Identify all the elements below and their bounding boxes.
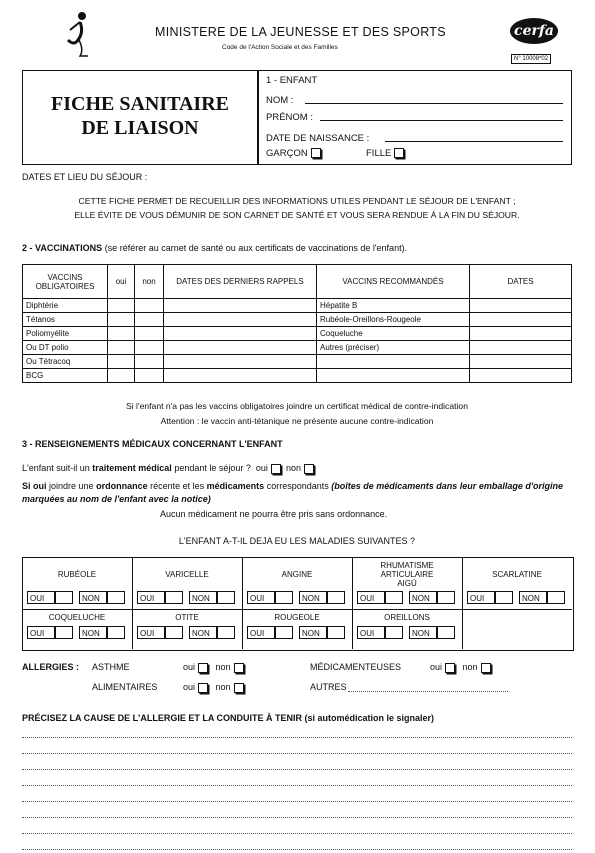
writing-line[interactable] — [22, 849, 572, 850]
vaccin-obligatoire: Diphtérie — [23, 299, 108, 313]
ordonnance-paragraph — [22, 480, 572, 506]
autres-field[interactable] — [348, 691, 508, 692]
garcon-checkbox[interactable] — [311, 148, 321, 158]
writing-line[interactable] — [22, 801, 572, 802]
asthme-non-checkbox[interactable] — [234, 663, 244, 673]
prenom-label: PRÉNOM : — [266, 112, 313, 123]
maladie-oui-box-label: OUI — [27, 591, 55, 604]
vaccin-footnote2: Attention : le vaccin anti-tétanique ne présente aucune contre-indication — [160, 416, 434, 426]
allergies-label: ALLERGIES : — [22, 662, 80, 672]
q1-part-c: pendant le séjour ? — [174, 463, 251, 473]
date-cell[interactable] — [470, 355, 572, 369]
th-obligatoires: VACCINS OBLIGATOIRES — [23, 265, 108, 299]
vaccin-recommande — [317, 369, 470, 383]
maladie-non-box[interactable] — [327, 626, 345, 639]
maladie-oui-box-label: OUI — [137, 591, 165, 604]
intro-line1: CETTE FICHE PERMET DE RECUEILLIR DES INFORMATIONS UTILES PENDANT LE SÉJOUR DE L'ENFANT ; — [78, 196, 516, 206]
maladie-label: VARICELLE — [165, 570, 209, 579]
sejour-label: DATES ET LIEU DU SÉJOUR : — [22, 172, 148, 182]
fille-label: FILLE — [366, 148, 392, 159]
alim-oui-label: oui — [183, 682, 196, 692]
maladie-oui-box[interactable] — [275, 626, 293, 639]
naissance-label: DATE DE NAISSANCE : — [266, 133, 370, 144]
vaccinations-note: (se référer au carnet de santé ou aux certificats de vaccinations de l'enfant). — [104, 243, 408, 253]
fille-checkbox[interactable] — [394, 148, 404, 158]
traitement-question — [22, 463, 314, 474]
ministry-title: MINISTERE DE LA JEUNESSE ET DES SPORTS — [155, 25, 446, 39]
maladie-oui-box-label: OUI — [467, 591, 495, 604]
date-cell[interactable] — [470, 327, 572, 341]
maladie-non-box[interactable] — [217, 626, 235, 639]
medicamenteuses-options — [430, 662, 491, 673]
prenom-field[interactable] — [320, 111, 563, 121]
oui-cell[interactable] — [108, 327, 135, 341]
code-text: Code de l'Action Sociale et des Familles — [222, 44, 338, 51]
maladie-non-box[interactable] — [437, 591, 455, 604]
asthme-oui-label: oui — [183, 662, 196, 672]
maladie-oui-box[interactable] — [165, 626, 183, 639]
oui-cell[interactable] — [108, 313, 135, 327]
date-cell[interactable] — [164, 313, 317, 327]
vaccin-obligatoire: Ou Tétracoq — [23, 355, 108, 369]
vaccin-footnote1: Si l'enfant n'a pas les vaccins obligatoires joindre un certificat médical de contre-indication — [126, 401, 468, 411]
aucun-medicament: Aucun médicament ne pourra être pris sans ordonnance. — [160, 509, 388, 519]
oui-cell[interactable] — [108, 369, 135, 383]
maladie-non-box[interactable] — [107, 591, 125, 604]
maladie-label: SCARLATINE — [492, 570, 542, 579]
p-medicaments: médicaments — [206, 481, 265, 491]
asthme-options — [183, 662, 244, 673]
medicamenteuses-non-checkbox[interactable] — [481, 663, 491, 673]
enfant-heading: 1 - ENFANT — [266, 75, 318, 86]
precisez-heading: PRÉCISEZ LA CAUSE DE L'ALLERGIE ET LA CONDUITE À TENIR (si automédication le signaler) — [22, 713, 435, 723]
alimentaires-oui-checkbox[interactable] — [198, 683, 208, 693]
p-si-oui: Si oui — [22, 481, 47, 491]
th-dates-rappels: DATES DES DERNIERS RAPPELS — [164, 265, 317, 299]
table-row — [23, 299, 572, 313]
medicamenteuses-label: MÉDICAMENTEUSES — [310, 662, 402, 672]
vaccin-recommande: Hépatite B — [317, 299, 470, 313]
garcon-label: GARÇON — [266, 148, 308, 159]
maladie-oui-box-label: OUI — [137, 626, 165, 639]
maladie-label: OREILLONS — [384, 613, 430, 622]
vaccinations-title: 2 - VACCINATIONS — [22, 243, 103, 253]
nom-label: NOM : — [266, 95, 294, 106]
form-title — [22, 92, 258, 140]
writing-line[interactable] — [22, 769, 572, 770]
maladie-label: RHUMATISME ARTICULAIRE AIGÜ — [380, 561, 434, 588]
ministry-logo — [60, 10, 96, 60]
table-row — [23, 313, 572, 327]
maladie-non-box[interactable] — [107, 626, 125, 639]
th-recommandes: VACCINS RECOMMANDÉS — [317, 265, 470, 299]
alim-non-label: non — [215, 682, 231, 692]
maladie-label: OTITE — [175, 613, 199, 622]
maladie-non-box-label: NON — [79, 626, 107, 639]
maladie-non-box-label: NON — [299, 591, 327, 604]
p-part-b: joindre une — [49, 481, 94, 491]
maladie-non-box[interactable] — [217, 591, 235, 604]
form-title-line2: DE LIAISON — [81, 117, 199, 139]
traitement-oui-checkbox[interactable] — [271, 464, 281, 474]
writing-line[interactable] — [22, 833, 572, 834]
cerfa-logo — [510, 18, 558, 44]
asthme-non-label: non — [215, 662, 231, 672]
maladie-oui-box[interactable] — [385, 591, 403, 604]
naissance-field[interactable] — [385, 132, 563, 142]
medic-oui-label: oui — [430, 662, 443, 672]
vaccin-obligatoire: Tétanos — [23, 313, 108, 327]
maladie-oui-box-label: OUI — [247, 626, 275, 639]
autres-label: AUTRES — [310, 682, 347, 692]
table-row — [23, 369, 572, 383]
date-cell[interactable] — [164, 327, 317, 341]
vaccin-obligatoire: BCG — [23, 369, 108, 383]
form-title-line1: FICHE SANITAIRE — [51, 93, 229, 115]
oui-cell[interactable] — [108, 355, 135, 369]
th-non: non — [135, 265, 164, 299]
p-part-g: (boîtes de médicaments dans leur — [331, 481, 477, 491]
maladie-oui-box[interactable] — [55, 591, 73, 604]
maladie-oui-box[interactable] — [385, 626, 403, 639]
asthme-oui-checkbox[interactable] — [198, 663, 208, 673]
intro-line2: ELLE ÉVITE DE VOUS DÉMUNIR DE SON CARNET DE SANTÉ ET VOUS SERA RENDUE À LA FIN DU SÉJOUR. — [74, 210, 520, 220]
q1-non-label: non — [285, 463, 301, 473]
vaccinations-table — [22, 264, 572, 383]
vaccin-recommande: Autres (préciser) — [317, 341, 470, 355]
oui-cell[interactable] — [108, 341, 135, 355]
medic-non-label: non — [462, 662, 478, 672]
p-part-f: correspondants — [266, 481, 329, 491]
maladies-question: L'ENFANT A-T-IL DEJA EU LES MALADIES SUIVANTES ? — [178, 536, 416, 546]
non-cell[interactable] — [135, 327, 164, 341]
maladie-label: ROUGEOLE — [274, 613, 320, 622]
alimentaires-non-checkbox[interactable] — [234, 683, 244, 693]
maladie-non-box[interactable] — [547, 591, 565, 604]
cerfa-text: cerfa — [514, 23, 554, 39]
writing-line[interactable] — [22, 737, 572, 738]
writing-line[interactable] — [22, 753, 572, 754]
date-cell[interactable] — [470, 299, 572, 313]
maladie-oui-box-label: OUI — [357, 626, 385, 639]
date-cell[interactable] — [164, 299, 317, 313]
maladie-non-box-label: NON — [79, 591, 107, 604]
th-dates: DATES — [470, 265, 572, 299]
vaccin-recommande — [317, 355, 470, 369]
vaccin-recommande: Coqueluche — [317, 327, 470, 341]
nom-field[interactable] — [305, 94, 563, 104]
writing-line[interactable] — [22, 817, 572, 818]
maladie-non-box-label: NON — [189, 626, 217, 639]
table-row — [23, 327, 572, 341]
vaccin-obligatoire: Ou DT polio — [23, 341, 108, 355]
alimentaires-options — [183, 682, 244, 693]
maladie-non-box-label: NON — [519, 591, 547, 604]
vaccin-recommande: Rubéole-Oreillons-Rougeole — [317, 313, 470, 327]
maladie-label: COQUELUCHE — [48, 613, 106, 622]
maladie-non-box[interactable] — [327, 591, 345, 604]
garcon-option[interactable] — [266, 148, 321, 159]
date-cell[interactable] — [164, 369, 317, 383]
vaccinations-heading — [22, 243, 407, 253]
date-cell[interactable] — [470, 369, 572, 383]
p-ordonnance: ordonnance — [96, 481, 148, 491]
maladie-oui-box-label: OUI — [27, 626, 55, 639]
date-cell[interactable] — [470, 313, 572, 327]
grid-divider — [22, 609, 572, 610]
p-part-d: récente et les — [150, 481, 205, 491]
date-cell[interactable] — [470, 341, 572, 355]
maladie-non-box-label: NON — [409, 591, 437, 604]
alimentaires-label: ALIMENTAIRES — [92, 682, 158, 692]
fille-option[interactable] — [366, 148, 404, 159]
traitement-non-checkbox[interactable] — [304, 464, 314, 474]
maladie-non-box-label: NON — [299, 626, 327, 639]
maladie-oui-box[interactable] — [495, 591, 513, 604]
asthme-label: ASTHME — [92, 662, 130, 672]
date-cell[interactable] — [164, 341, 317, 355]
non-cell[interactable] — [135, 313, 164, 327]
maladie-label: ANGINE — [281, 570, 313, 579]
q1-part-a: L'enfant suit-il un — [22, 463, 90, 473]
cerfa-number: N° 10008*02 — [511, 54, 551, 64]
non-cell[interactable] — [135, 341, 164, 355]
maladie-oui-box[interactable] — [55, 626, 73, 639]
p-part-h: emballage d'origine marquées au nom de l'enfant avec la notice) — [22, 481, 563, 504]
writing-line[interactable] — [22, 785, 572, 786]
table-row — [23, 355, 572, 369]
maladie-oui-box-label: OUI — [357, 591, 385, 604]
q1-oui-label: oui — [255, 463, 268, 473]
maladie-non-box[interactable] — [437, 626, 455, 639]
medical-heading: 3 - RENSEIGNEMENTS MÉDICAUX CONCERNANT L'ENFANT — [22, 439, 283, 449]
maladie-oui-box-label: OUI — [247, 591, 275, 604]
vaccin-obligatoire: Poliomyélite — [23, 327, 108, 341]
th-oui: oui — [108, 265, 135, 299]
oui-cell[interactable] — [108, 299, 135, 313]
medicamenteuses-oui-checkbox[interactable] — [445, 663, 455, 673]
maladie-non-box-label: NON — [409, 626, 437, 639]
maladie-label: RUBÉOLE — [57, 570, 97, 579]
table-row — [23, 341, 572, 355]
maladie-non-box-label: NON — [189, 591, 217, 604]
maladie-oui-box[interactable] — [275, 591, 293, 604]
maladie-oui-box[interactable] — [165, 591, 183, 604]
date-cell[interactable] — [164, 355, 317, 369]
q1-part-b: traitement médical — [92, 463, 172, 473]
non-cell[interactable] — [135, 355, 164, 369]
non-cell[interactable] — [135, 369, 164, 383]
non-cell[interactable] — [135, 299, 164, 313]
